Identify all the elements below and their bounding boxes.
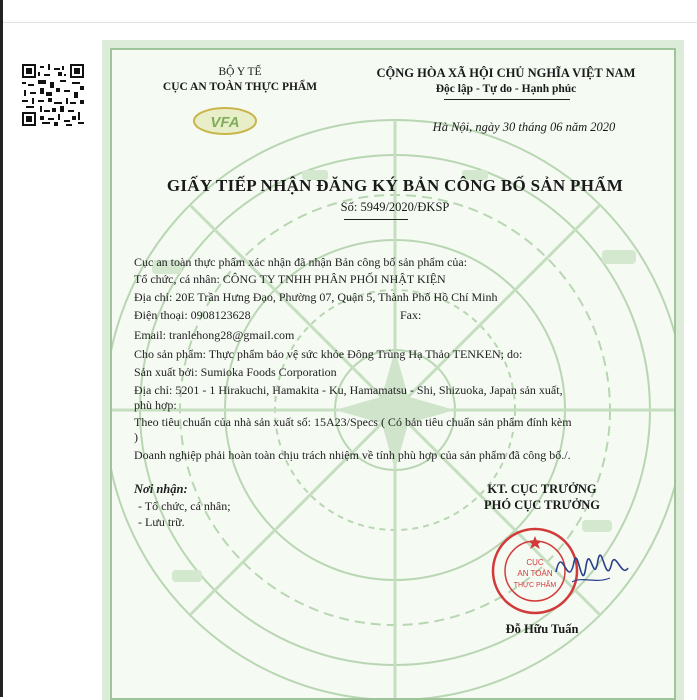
- signer-role-2: PHÓ CỤC TRƯỞNG: [484, 498, 600, 512]
- standard-line: Theo tiêu chuẩn của nhà sản xuất số: 15A23/Specs ( Có bản tiêu chuẩn sản phẩm đính kèm: [134, 415, 572, 429]
- responsibility-line: Doanh nghiệp phải hoàn toàn chịu trách nhiệm về tính phù hợp của sản phẩm đã công bố./.: [134, 448, 571, 462]
- stamp-text-3: THỰC PHẨM: [513, 582, 557, 589]
- address-line: Địa chỉ: 20E Trần Hưng Đạo, Phường 07, Quận 5, Thành Phố Hồ Chí Minh: [134, 290, 498, 304]
- document-title: GIẤY TIẾP NHẬN ĐĂNG KÝ BẢN CÔNG BỐ SẢN PHẨM: [166, 176, 624, 195]
- certificate-paper: [110, 48, 676, 700]
- recipient-item: - Tổ chức, cá nhân;: [138, 499, 231, 513]
- product-line: Cho sản phẩm: Thực phẩm bảo vệ sức khỏe Đông Trùng Hạ Thảo TENKEN; do:: [134, 347, 523, 361]
- recipient-item: - Lưu trữ.: [138, 515, 185, 529]
- handwritten-signature: [552, 532, 632, 602]
- signer-role-1: KT. CỤC TRƯỞNG: [487, 482, 597, 496]
- country-name: CỘNG HÒA XÃ HỘI CHỦ NGHĨA VIỆT NAM: [376, 66, 636, 80]
- manufacturer-address-line: Địa chỉ: 5201 - 1 Hirakuchi, Hamakita - Ku, Hamamatsu - Shi, Shizuoka, Japan sản xuất,: [134, 383, 563, 397]
- certificate-frame: [102, 40, 684, 700]
- fax-line: Fax:: [400, 308, 422, 322]
- organization-line: Tổ chức, cá nhân: CÔNG TY TNHH PHÂN PHỐI NHẬT KIỆN: [134, 272, 446, 286]
- manufacturer-line: Sản xuất bởi: Sumioka Foods Corporation: [134, 365, 337, 379]
- stamp-text-2: AN TOÀN: [517, 569, 553, 578]
- number-underline: [344, 219, 408, 220]
- email-line: Email: tranlehong28@gmail.com: [134, 328, 295, 342]
- qr-code-icon: [22, 64, 84, 126]
- left-scroll-edge: [0, 0, 3, 697]
- phone-line: Điện thoại: 0908123628: [134, 308, 251, 322]
- stamp-text-1: CỤC: [526, 558, 544, 567]
- manufacturer-address-cont: phù hợp:: [134, 398, 177, 412]
- recipients-heading: Nơi nhận:: [134, 482, 188, 496]
- vfa-logo-icon: [192, 106, 258, 136]
- motto-underline: [444, 99, 570, 100]
- signer-name: Đỗ Hữu Tuấn: [505, 622, 579, 636]
- agency-name: CỤC AN TOÀN THỰC PHẨM: [162, 81, 318, 93]
- vfa-logo-text: VFA: [210, 114, 240, 131]
- national-motto: Độc lập - Tự do - Hạnh phúc: [435, 83, 577, 95]
- standard-line-cont: ): [134, 430, 138, 444]
- issue-date: Hà Nội, ngày 30 tháng 06 năm 2020: [432, 120, 616, 134]
- ministry-name: BỘ Y TẾ: [218, 66, 262, 78]
- document-number: Số: 5949/2020/ĐKSP: [340, 200, 450, 214]
- intro-line: Cục an toàn thực phẩm xác nhận đã nhận Bản công bố sản phẩm của:: [134, 255, 468, 269]
- top-divider: [0, 22, 697, 23]
